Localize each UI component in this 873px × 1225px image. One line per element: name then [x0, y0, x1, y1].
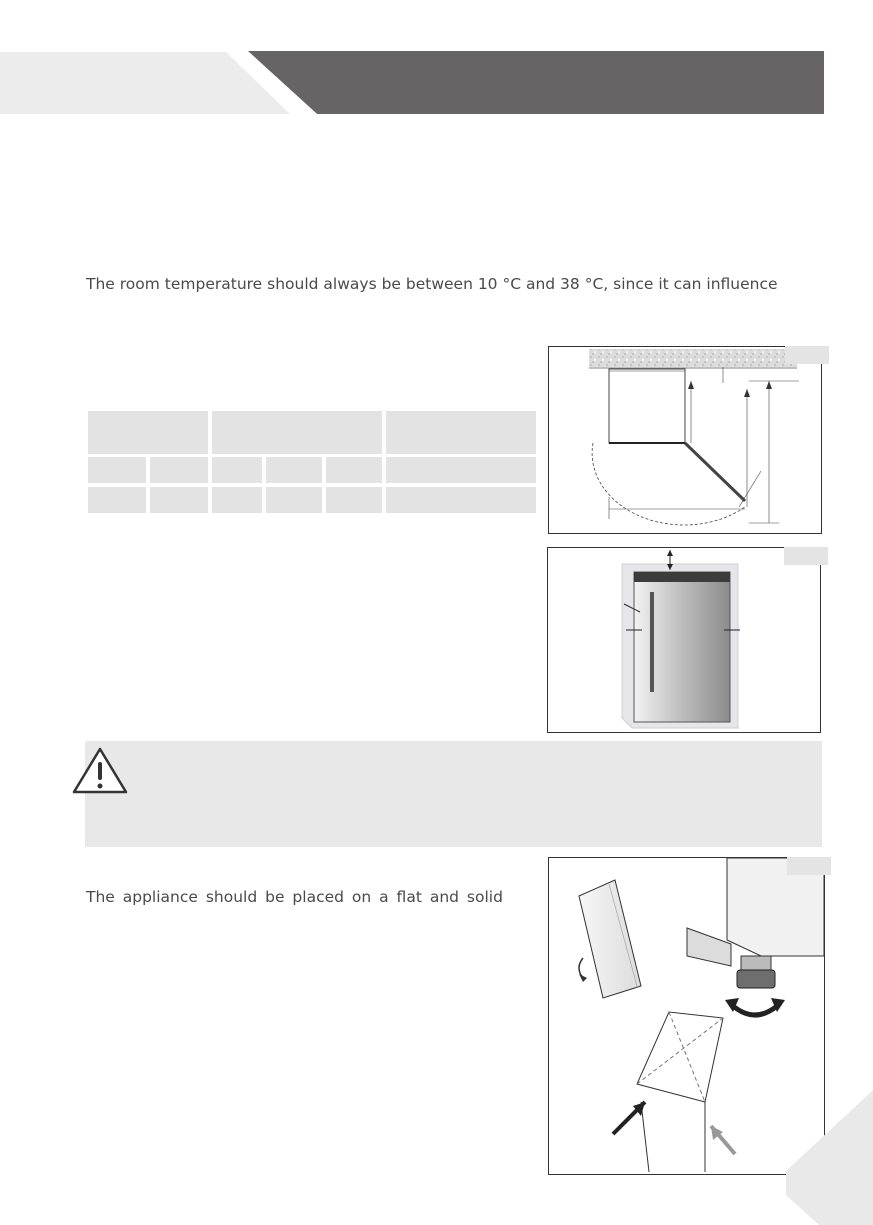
warning-triangle-icon [69, 744, 131, 796]
figure-number-tab [787, 857, 831, 875]
figure-number-tab [784, 547, 828, 565]
figure-number-tab [785, 346, 829, 364]
warning-panel [85, 741, 822, 847]
table-cell [88, 487, 146, 513]
level-placement-text: The appliance should be placed on a flat and solid [86, 888, 503, 906]
table-cell [212, 487, 262, 513]
table-cell [212, 457, 262, 483]
header-bar-dark [248, 51, 824, 114]
table-header-cell [212, 411, 382, 454]
table-cell [150, 457, 208, 483]
room-temperature-text: The room temperature should always be between 10 °C and 38 °C, since it can influence [86, 275, 778, 293]
table-cell [266, 487, 322, 513]
table-header-cell [88, 411, 208, 454]
table-cell [326, 457, 382, 483]
door-opening-figure [548, 346, 822, 534]
header-tab-light [0, 52, 290, 114]
table-cell [386, 487, 536, 513]
table-cell [150, 487, 208, 513]
clearance-figure [547, 547, 821, 733]
table-cell [88, 457, 146, 483]
table-cell [266, 457, 322, 483]
table-header-cell [386, 411, 536, 454]
table-cell [386, 457, 536, 483]
table-cell [326, 487, 382, 513]
leveling-figure [548, 857, 825, 1175]
